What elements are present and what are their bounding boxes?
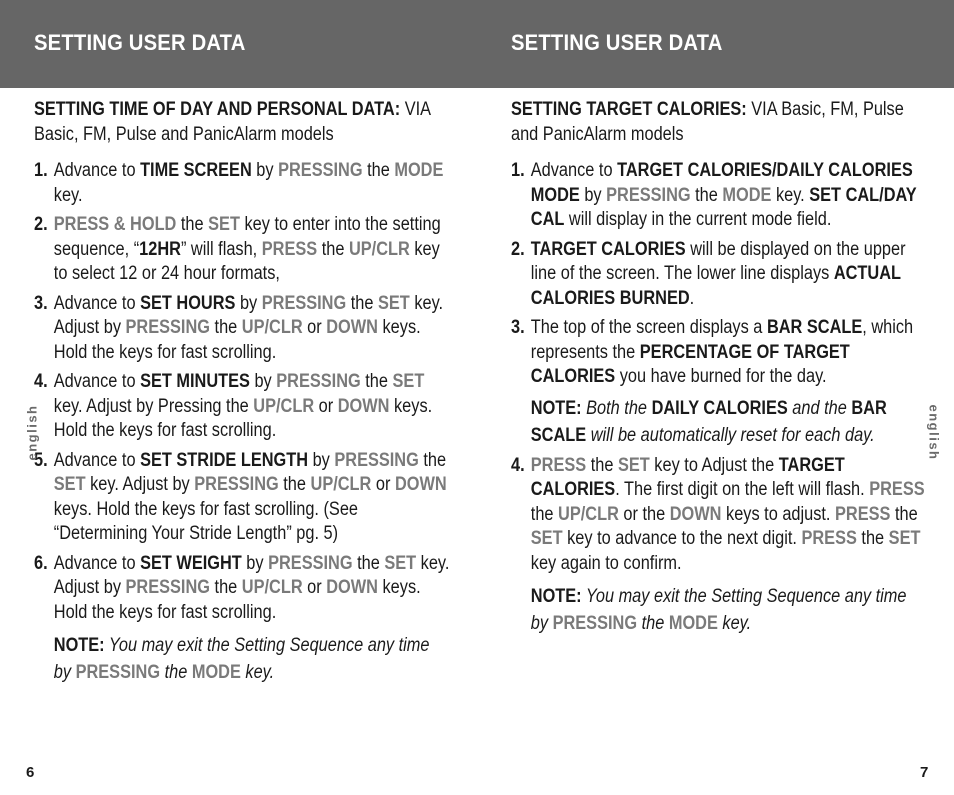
right-page-title: SETTING USER DATA — [511, 30, 723, 55]
list-item — [34, 292, 450, 366]
language-label-left: english — [24, 404, 40, 461]
item-text: Advance to SET HOURS by PRESSING the SET key. Adjust by PRESSING the UP/CLR or DOWN keys. Hold the keys for fast scrolling. — [53, 292, 444, 363]
page-header — [0, 0, 954, 88]
item-number: 1. — [34, 160, 48, 181]
item-number: 6. — [34, 552, 48, 574]
list-item — [34, 370, 450, 444]
item-text: Advance to SET WEIGHT by PRESSING the SET key. Adjust by PRESSING the UP/CLR or DOWN keys. Hold the keys for fast scrolling. — [53, 552, 450, 623]
item-text: Advance to TARGET CALORIES/DAILY CALORIES MODE by PRESSING the MODE key. SET CAL/DAY CAL will display in the current mode field. — [530, 160, 917, 230]
item-number: 3. — [511, 317, 525, 338]
left-page-title: SETTING USER DATA — [34, 30, 246, 55]
list-item — [511, 316, 927, 390]
item-text: PRESS & HOLD the SET key to enter into the setting sequence, “12HR” will flash, PRESS the UP/CLR key to select 12 or 24 hour formats, — [53, 214, 441, 284]
item-number: 4. — [34, 371, 48, 392]
right-intro: SETTING TARGET CALORIES: VIA Basic, FM, Pulse and PanicAlarm models — [511, 99, 904, 145]
item-text: Advance to SET MINUTES by PRESSING the SET key. Adjust by Pressing the UP/CLR or DOWN keys. Hold the keys for fast scrolling. — [53, 371, 433, 441]
language-label-right: english — [926, 404, 942, 461]
left-column — [34, 98, 450, 686]
item-text: The top of the screen displays a BAR SCALE, which represents the PERCENTAGE OF TARGET CALORIES you have burned for the day. — [530, 317, 914, 387]
item-number: 2. — [511, 238, 525, 260]
item-number: 2. — [34, 214, 48, 235]
item-number: 5. — [34, 449, 48, 471]
item-text: PRESS the SET key to Adjust the TARGET CALORIES. The first digit on the left will flash. PRESS the UP/CLR or the DOWN keys to adjust. PRESS the SET key to advance to the next digit. PRESS the SET key again to confirm. — [530, 454, 925, 574]
right-column — [511, 98, 927, 637]
list-item — [511, 238, 927, 312]
note: NOTE: Both the DAILY CALORIES and the BAR SCALE will be automatically reset for each day. — [530, 397, 887, 446]
item-text: Advance to SET STRIDE LENGTH by PRESSING the SET key. Adjust by PRESSING the UP/CLR or DOWN keys. Hold the keys for fast scrolling. (See “Determining Your Stride Length” pg. 5) — [53, 449, 447, 544]
item-text: TARGET CALORIES will be displayed on the upper line of the screen. The lower line displays ACTUAL CALORIES BURNED. — [530, 238, 906, 309]
note: NOTE: You may exit the Setting Sequence any time by PRESSING the MODE key. — [53, 635, 430, 683]
item-number: 1. — [511, 160, 525, 181]
item-number: 4. — [511, 454, 525, 476]
list-item — [511, 454, 927, 577]
list-item — [511, 159, 927, 233]
list-item — [34, 449, 450, 547]
left-intro: SETTING TIME OF DAY AND PERSONAL DATA: VIA Basic, FM, Pulse and PanicAlarm models — [34, 99, 431, 145]
note: NOTE: You may exit the Setting Sequence any time by PRESSING the MODE key. — [530, 586, 907, 634]
page-number-right: 7 — [920, 764, 929, 781]
list-item — [34, 552, 450, 626]
page-number-left: 6 — [26, 764, 35, 781]
item-number: 3. — [34, 292, 48, 314]
list-item — [34, 213, 450, 287]
item-text: Advance to TIME SCREEN by PRESSING the MODE key. — [53, 160, 444, 206]
list-item — [34, 159, 450, 208]
